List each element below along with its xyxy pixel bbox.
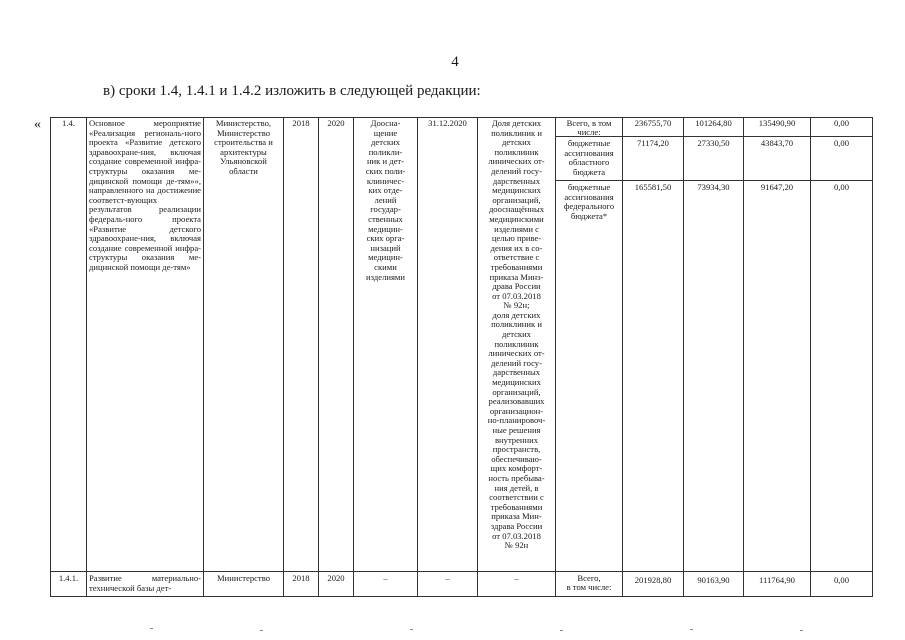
- end-year: 2020: [327, 118, 345, 128]
- row-number: 1.4.: [62, 118, 75, 128]
- start-year: 2018: [292, 118, 310, 128]
- opening-quote-mark: «: [34, 117, 41, 132]
- scan-speck: [690, 629, 693, 630]
- funding-total: 71174,20: [637, 138, 669, 148]
- source-divider: [555, 136, 873, 137]
- table-bottom-rule: [50, 596, 873, 597]
- funding-total: 201928,80: [634, 575, 672, 585]
- funding-2021: 0,00: [833, 575, 850, 585]
- section-heading: в) сроки 1.4, 1.4.1 и 1.4.2 изложить в следующей редакции:: [103, 83, 481, 99]
- funding-source-label: Всего, в том числе:: [566, 573, 612, 592]
- completion-date: –: [445, 573, 450, 583]
- funding-2020: 43843,70: [760, 138, 794, 148]
- funding-2021: 0,00: [833, 138, 850, 148]
- column-rule: [872, 117, 873, 597]
- funding-2019: 27330,50: [697, 138, 730, 148]
- funding-total: 236755,70: [634, 118, 672, 128]
- scan-speck: [260, 630, 263, 631]
- funding-2019: 90163,90: [697, 575, 730, 585]
- row-divider: [50, 571, 873, 572]
- funding-2021: 0,00: [833, 182, 850, 192]
- column-rule: [283, 117, 284, 597]
- funding-source-label: бюджетные ассигнования федерального бюджета*: [563, 182, 615, 221]
- measure-name: Развитие материально-технической базы дет-: [89, 573, 201, 593]
- funding-2019: 101264,80: [695, 118, 732, 128]
- target-indicator: –: [514, 573, 519, 583]
- target-indicator: Доля детских поликлиник и детских поликлиник линических от- делений госу- дарственных медицинских организаций, дооснащённых медицинскими изделиями с целью приве- дения их в со- ответствие с требованиями приказа Минз- драва России от 07.03.2018 № 92н; доля детских поликлиник и детских поликлиник линических от- делений госу- дарственных медицинских организаций, реализовавших организацион- но-планировоч- ные решения внутренних пространств, обеспечиваю- щих комфорт- ность пребыва- ния детей, в соответствии с требованиями приказа Мин- здрава России от 07.03.2018 № 92н: [487, 118, 546, 551]
- executor: Министерство, Министерство строительства и архитектуры Ульяновской области: [214, 118, 273, 176]
- scan-speck: [800, 630, 803, 631]
- funding-source-label: бюджетные ассигнования областного бюджета: [564, 138, 614, 177]
- start-year: 2018: [292, 573, 310, 583]
- row-number: 1.4.1.: [58, 573, 79, 583]
- column-rule: [417, 117, 418, 597]
- source-divider: [555, 180, 873, 181]
- completion-date: 31.12.2020: [428, 118, 467, 128]
- funding-2020: 91647,20: [760, 182, 794, 192]
- funding-2020: 135490,90: [758, 118, 796, 128]
- column-rule: [50, 117, 51, 597]
- funding-source-label: Всего, в том числе:: [566, 118, 612, 136]
- end-year: 2020: [327, 573, 345, 583]
- funding-2019: 73934,30: [697, 182, 730, 192]
- expected-result: Доосна- щение детских поликли- ник и дет- ских поли- клиничес- ких отде- лений государ- ственных медицин- ских орга- низаций медицин- скими изделиями: [365, 118, 406, 282]
- page-number: 4: [451, 54, 459, 70]
- column-rule: [203, 117, 204, 597]
- funding-total: 165581,50: [634, 182, 672, 192]
- funding-2020: 111764,90: [759, 575, 795, 585]
- funding-2021: 0,00: [833, 118, 850, 128]
- scan-speck: [560, 630, 563, 631]
- expected-result: –: [383, 573, 388, 583]
- scan-speck: [410, 629, 413, 630]
- measure-name: Основное мероприятие «Реализация региональ-ного проекта «Развитие детского здравоохране-ния, включая создание современной инфра-структуры оказания ме-дицинской помощи де-тям»», направленного на достижение соответст-вующих результатов реализации федераль-ного проекта «Развитие детского здравоохране-ния, включая создание современной инфра-структуры оказания ме-дицинской помощи де-тям»: [89, 118, 201, 272]
- scan-speck: [150, 628, 153, 629]
- column-rule: [318, 117, 319, 597]
- executor: Министерство: [217, 573, 270, 583]
